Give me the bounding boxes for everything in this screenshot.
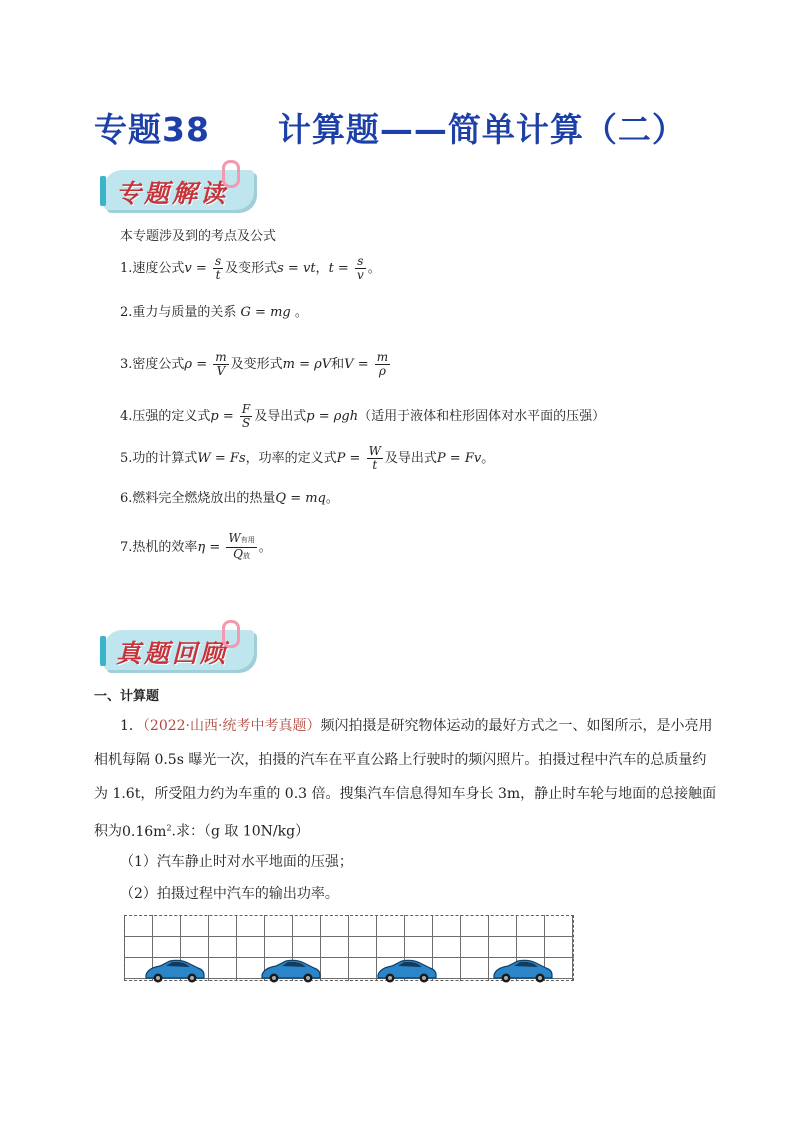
formula-4-end: （适用于液体和柱形固体对水平面的压强） bbox=[358, 409, 606, 424]
formula-5: 5.功的计算式W = Fs，功率的定义式P = $\frac{W}{t}$ 及导出式P = Fv。 bbox=[120, 444, 495, 472]
car-icon bbox=[260, 957, 322, 983]
badge-label: 真题回顾 bbox=[116, 639, 229, 668]
car-icon bbox=[376, 957, 438, 983]
section-badge-review bbox=[104, 620, 264, 676]
formula-6-prefix: 6.燃料完全燃烧放出的热量 bbox=[120, 491, 276, 506]
formula-1: 1.速度公式v = $\frac{s}{t}$ 及变形式s = vt，t = $\frac{s}{v}$ 。 bbox=[120, 254, 381, 282]
formula-3: 3.密度公式ρ = $\frac{m}{V}$ 及变形式m = ρV和V = $\frac{m}{\rho}$ bbox=[120, 350, 389, 378]
formula-5-lhs: P bbox=[336, 451, 346, 466]
formula-2-prefix: 2.重力与质量的关系 bbox=[120, 305, 237, 320]
formula-1-var1: s bbox=[277, 261, 284, 276]
formula-5-expr: W = Fs bbox=[197, 451, 246, 466]
formula-1-lhs: v bbox=[184, 261, 192, 276]
formula-1-mid: 及变形式 bbox=[225, 261, 278, 276]
badge-label: 专题解读 bbox=[116, 179, 229, 208]
formula-1-fraction: $\frac{s}{t}$ bbox=[214, 254, 222, 282]
section-heading: 一、计算题 bbox=[94, 689, 160, 704]
formula-3-prefix: 3.密度公式 bbox=[120, 357, 185, 372]
intro-text: 本专题涉及到的考点及公式 bbox=[120, 229, 277, 244]
formula-4-fraction: $\frac{F}{S}$ bbox=[241, 402, 251, 430]
formula-2-expr: G = mg bbox=[236, 305, 295, 320]
formula-5-end: 。 bbox=[481, 451, 495, 466]
formula-1-var2: vt bbox=[302, 261, 316, 276]
formula-6-end: 。 bbox=[325, 491, 339, 506]
formula-7-lhs: η bbox=[197, 540, 206, 555]
formula-7-prefix: 7.热机的效率 bbox=[120, 540, 198, 555]
question-part-2: （2）拍摄过程中汽车的输出功率。 bbox=[120, 886, 339, 902]
formula-1-end: 。 bbox=[367, 261, 381, 276]
formula-4-lhs: p bbox=[210, 409, 219, 424]
question-line-1 bbox=[120, 709, 712, 743]
formula-1-var3: t bbox=[328, 261, 334, 276]
formula-5-prefix: 5.功的计算式 bbox=[120, 451, 198, 466]
formula-3-fraction: $\frac{m}{V}$ bbox=[215, 350, 227, 378]
formula-3-var: m = ρV bbox=[282, 357, 332, 372]
formula-3-fraction-2: $\frac{m}{\rho}$ bbox=[376, 350, 389, 378]
car-icon bbox=[492, 957, 554, 983]
formula-5-mid: ，功率的定义式 bbox=[245, 451, 337, 466]
formula-5-mid2: 及导出式 bbox=[384, 451, 437, 466]
formula-7-end: 。 bbox=[258, 540, 272, 555]
formula-3-var2: V bbox=[344, 357, 354, 372]
paperclip-icon bbox=[222, 160, 240, 188]
question-line-3: 为 1.6t，所受阻力约为车重的 0.3 倍。搜集汽车信息得知车身长 3m，静止时车轮与地面的总接触面 bbox=[94, 786, 717, 802]
paperclip-icon bbox=[222, 620, 240, 648]
badge-accent-bar bbox=[100, 636, 106, 666]
section-badge-topic bbox=[104, 160, 264, 216]
formula-3-mid: 及变形式 bbox=[230, 357, 283, 372]
formula-7-fraction: $\frac{\text{W有用}}{\text{Q放}}$ bbox=[228, 531, 255, 561]
formula-5-fraction: $\frac{W}{t}$ bbox=[368, 444, 381, 472]
question-text-4-post: .求：（g 取 10N/kg） bbox=[171, 823, 310, 840]
formula-4: 4.压强的定义式p = $\frac{F}{S}$ 及导出式p = ρgh（适用于液体和柱形固体对水平面的压强） bbox=[120, 402, 606, 430]
formula-1-sep: ， bbox=[315, 261, 329, 276]
question-text-4-pre: 积为 bbox=[94, 823, 122, 840]
formula-3-lhs: ρ bbox=[184, 357, 193, 372]
formula-6-expr: Q = mq bbox=[275, 491, 326, 506]
question-text-1: 频闪拍摄是研究物体运动的最好方式之一、如图所示，是小亮用 bbox=[320, 718, 713, 734]
question-number: 1． bbox=[120, 718, 143, 734]
question-line-2: 相机每隔 0.5s 曝光一次，拍摄的汽车在平直公路上行驶时的频闪照片。拍摄过程中汽车的总质量约 bbox=[94, 752, 707, 768]
question-line-4 bbox=[94, 811, 309, 849]
formula-2 bbox=[120, 304, 308, 322]
formula-1-prefix: 1.速度公式 bbox=[120, 261, 185, 276]
formula-4-mid: 及导出式 bbox=[254, 409, 307, 424]
formula-2-end: 。 bbox=[294, 305, 308, 320]
formula-4-prefix: 4.压强的定义式 bbox=[120, 409, 211, 424]
contact-area: $0.16m^2$ bbox=[122, 823, 172, 840]
question-part-1: （1）汽车静止时对水平地面的压强； bbox=[120, 854, 353, 870]
car-icon bbox=[144, 957, 206, 983]
badge-accent-bar bbox=[100, 176, 106, 206]
question-source: （2022·山西·统考中考真题） bbox=[142, 718, 321, 734]
formula-4-var: p = ρgh bbox=[306, 409, 359, 424]
page-title: 专题38 计算题——简单计算（二） bbox=[94, 110, 686, 149]
formula-3-and: 和 bbox=[331, 357, 345, 372]
formula-1-fraction-2: $\frac{s}{v}$ bbox=[356, 254, 364, 282]
formula-7: 7.热机的效率η = $\frac{\text{W有用}}{\text{Q放}}$ 。 bbox=[120, 531, 272, 561]
formula-5-var: P = Fv bbox=[436, 451, 482, 466]
formula-6 bbox=[120, 490, 339, 508]
